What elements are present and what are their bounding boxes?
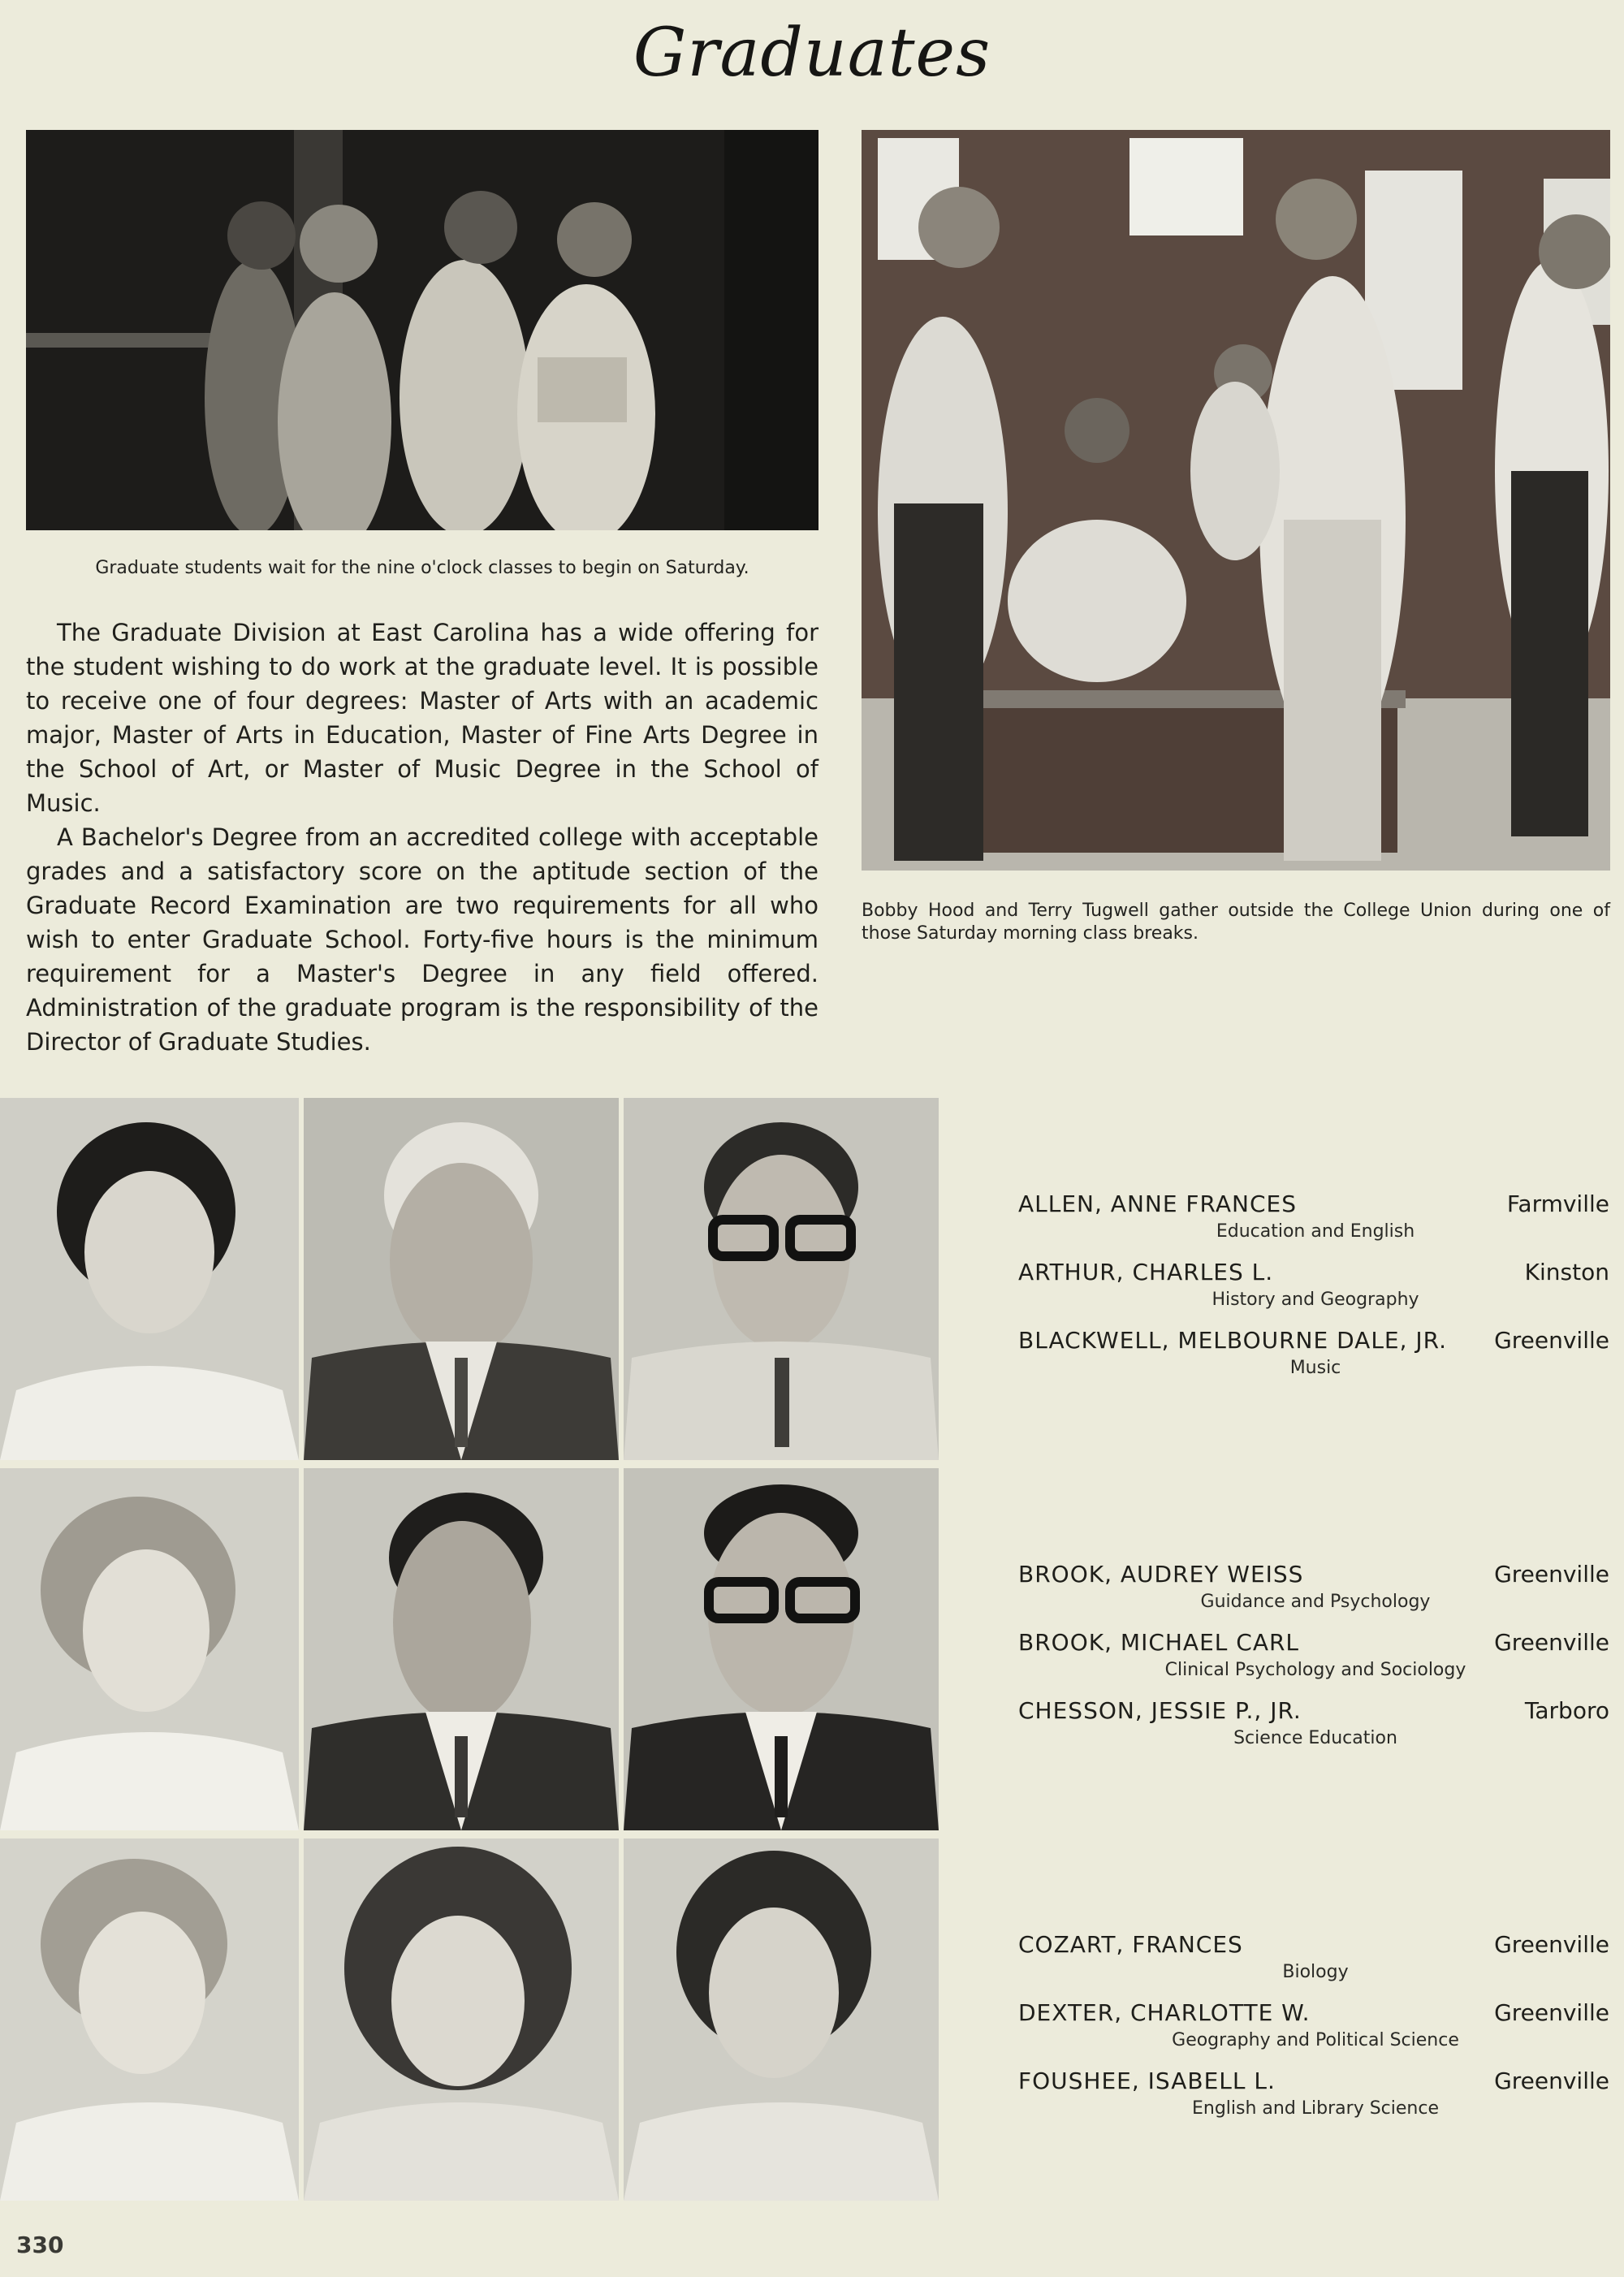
graduate-name: COZART, FRANCES <box>1018 1931 1243 1958</box>
graduate-hometown: Greenville <box>1494 1629 1609 1656</box>
portrait-photo <box>304 1468 619 1830</box>
college-union-photo <box>862 130 1610 871</box>
portrait-photo <box>0 1468 299 1830</box>
graduate-students-photo <box>26 130 818 530</box>
portrait-photo <box>624 1838 939 2201</box>
graduate-hometown: Greenville <box>1494 2067 1609 2094</box>
graduate-field: Geography and Political Science <box>1172 2030 1459 2050</box>
graduate-entry <box>1015 1561 1609 1629</box>
graduate-name: ALLEN, ANNE FRANCES <box>1018 1190 1297 1217</box>
graduate-name: BLACKWELL, MELBOURNE DALE, JR. <box>1018 1327 1448 1354</box>
graduate-hometown: Farmville <box>1506 1190 1609 1217</box>
graduate-name: BROOK, AUDREY WEISS <box>1018 1561 1304 1588</box>
graduate-name: FOUSHEE, ISABELL L. <box>1018 2067 1276 2094</box>
roster-group <box>1015 1931 1609 2136</box>
graduate-hometown: Tarboro <box>1524 1697 1609 1724</box>
portrait-photo <box>624 1098 939 1460</box>
graduate-name: CHESSON, JESSIE P., JR. <box>1018 1697 1302 1724</box>
roster-group <box>1015 1561 1609 1765</box>
graduate-field: Guidance and Psychology <box>1200 1592 1431 1612</box>
graduate-name: DEXTER, CHARLOTTE W. <box>1018 1999 1311 2026</box>
graduate-field: Clinical Psychology and Sociology <box>1164 1660 1466 1680</box>
graduate-hometown: Greenville <box>1494 1931 1609 1958</box>
graduate-division-description <box>26 616 818 1059</box>
graduate-hometown: Kinston <box>1524 1259 1609 1285</box>
graduate-entry <box>1015 1931 1609 1999</box>
graduate-field: Science Education <box>1233 1728 1397 1748</box>
top-right-photo-caption: Bobby Hood and Terry Tugwell gather outside the College Union during one of those Saturday morning class breaks. <box>862 901 1610 944</box>
graduate-field: English and Library Science <box>1191 2098 1439 2119</box>
portrait-grid <box>0 1098 942 2202</box>
page-title: Graduates <box>633 15 991 92</box>
portrait-photo <box>304 1098 619 1460</box>
graduate-entry <box>1015 1190 1609 1259</box>
graduate-entry <box>1015 1629 1609 1697</box>
graduate-entry <box>1015 1327 1609 1395</box>
portrait-photo <box>0 1098 299 1460</box>
graduate-hometown: Greenville <box>1494 1999 1609 2026</box>
top-left-photo-caption: Graduate students wait for the nine o'clock classes to begin on Saturday. <box>95 558 749 578</box>
graduate-entry <box>1015 1999 1609 2067</box>
graduate-field: Education and English <box>1216 1221 1415 1242</box>
roster-group <box>1015 1190 1609 1395</box>
body-paragraph: The Graduate Division at East Carolina has a wide offering for the student wishing to do work at the graduate level. It is possible to receive one of four degrees: Master of Arts with an academic major, Master of Arts in Education, Master of Fine Arts Degree in the School of Art, or Master of Music Degree in the School of Music. <box>26 619 818 817</box>
graduate-entry <box>1015 2067 1609 2136</box>
portrait-photo <box>304 1838 619 2201</box>
body-paragraph: A Bachelor's Degree from an accredited college with acceptable grades and a satisfactory score on the aptitude section of the Graduate Record Examination are two requirements for all who wish to enter Graduate School. Forty-five hours is the minimum requirement for a Master's Degree in any field offered. Administration of the graduate program is the responsibility of the Director of Graduate Studies. <box>26 823 818 1056</box>
graduate-name: BROOK, MICHAEL CARL <box>1018 1629 1300 1656</box>
graduate-hometown: Greenville <box>1494 1561 1609 1588</box>
graduate-field: Music <box>1289 1358 1341 1378</box>
graduate-field: Biology <box>1282 1962 1349 1982</box>
graduate-hometown: Greenville <box>1494 1327 1609 1354</box>
graduate-field: History and Geography <box>1212 1290 1419 1310</box>
portrait-photo <box>624 1468 939 1830</box>
graduate-entry <box>1015 1259 1609 1327</box>
graduate-name: ARTHUR, CHARLES L. <box>1018 1259 1274 1285</box>
graduate-entry <box>1015 1697 1609 1765</box>
page-number: 330 <box>16 2232 64 2258</box>
portrait-photo <box>0 1838 299 2201</box>
